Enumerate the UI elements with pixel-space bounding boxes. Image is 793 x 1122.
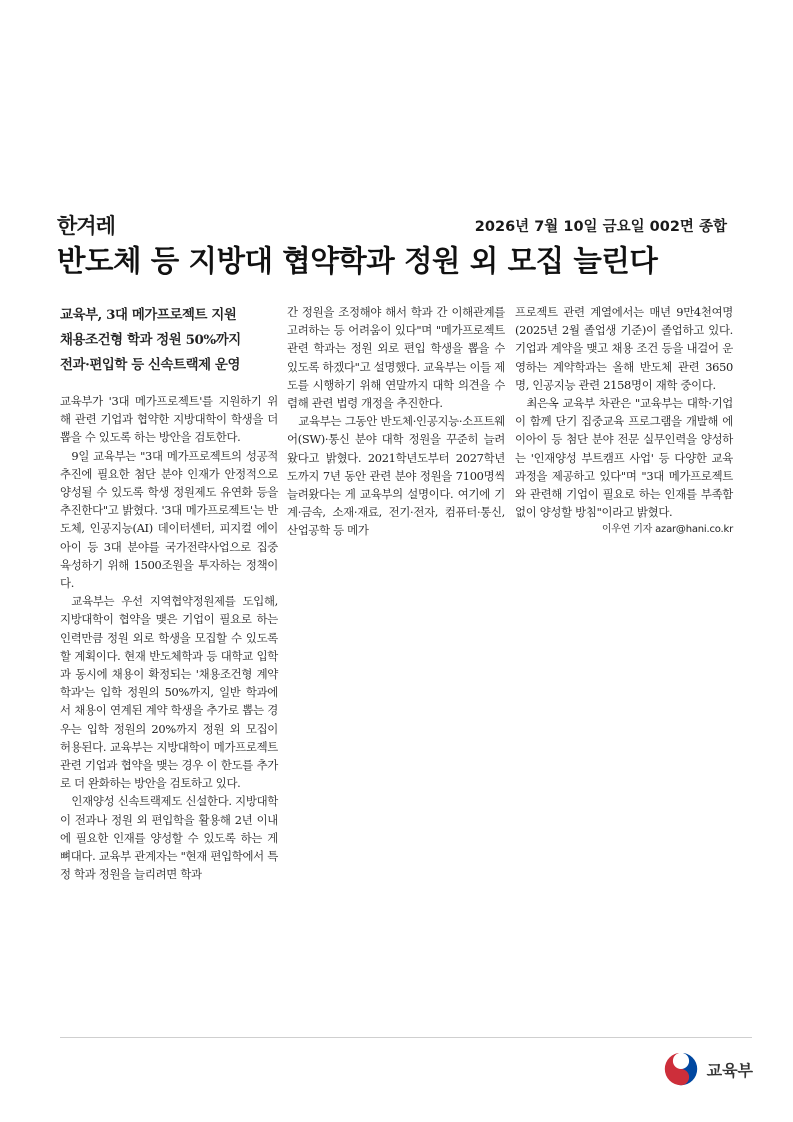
headline: 반도체 등 지방대 협약학과 정원 외 모집 늘린다: [57, 244, 658, 278]
article-column-2: [287, 303, 505, 540]
taegeuk-emblem-icon: [663, 1051, 699, 1087]
ministry-name: 교육부: [706, 1060, 753, 1080]
ministry-logo: [663, 1049, 753, 1089]
newspaper-logo: 한겨레: [57, 214, 115, 238]
subheadline: 채용조건형 학과 정원 50%까지: [60, 332, 241, 348]
paragraph: 프로젝트 관련 계열에서는 매년 9만4천여명(2025년 2월 졸업생 기준)이 졸업하고 있다. 기업과 계약을 맺고 채용 조건 등을 내걸어 운영하는 계약학과는 올해 반도체 관련 3650명, 인공지능 관련 2158명이 재학 중이다.: [515, 305, 733, 392]
masthead: [57, 210, 727, 240]
paragraph: 간 정원을 조정해야 해서 학과 간 이해관계를 고려하는 등 어려움이 있다"며 "메가프로젝트 관련 학과는 정원 외로 편입 학생을 뽑을 수 있도록 하겠다"고 설명했다. 교육부는 이들 제도를 시행하기 위해 연말까지 대학 의견을 수렴해 관련 법령 개정을 추진한다.: [287, 305, 505, 411]
byline: 이우연 기자 azar@hani.co.kr: [601, 524, 733, 536]
paragraph: 교육부는 그동안 반도체·인공지능·소프트웨어(SW)·통신 분야 대학 정원을 꾸준히 늘려왔다고 밝혔다. 2021학년도부터 2027학년도까지 7년 동안 관련 분야 정원을 7100명씩 늘려왔다는 게 교육부의 설명이다. 여기에 기계·금속, 소재·재료, 전기·전자, 컴퓨터·통신, 산업공학 등 메가: [287, 414, 505, 538]
article-column-1: [60, 392, 278, 883]
paragraph: 교육부는 우선 지역협약정원제를 도입해, 지방대학이 협약을 맺은 기업이 필요로 하는 인력만큼 정원 외로 학생을 모집할 수 있도록 할 계획이다. 현재 반도체학과 등 대학교 입학과 동시에 채용이 확정되는 '채용조건형 계약학과'는 입학 정원의 50%까지, 일반 학과에서 채용이 연계된 계약 학생을 추가로 뽑는 경우는 입학 정원의 20%까지 정원 외 모집이 허용된다. 교육부는 지방대학이 메가프로젝트 관련 기업과 협약을 맺는 경우 이 한도를 추가로 더 완화하는 방안을 검토하고 있다.: [60, 594, 278, 791]
subheadline: 전과·편입학 등 신속트랙제 운영: [60, 357, 241, 373]
dateline: 2026년 7월 10일 금요일 002면 종합: [474, 219, 727, 235]
footer-divider: [60, 1037, 752, 1038]
article-column-3: [515, 303, 733, 540]
subheadline: 교육부, 3대 메가프로젝트 지원: [60, 307, 237, 323]
paragraph: 9일 교육부는 "3대 메가프로젝트의 성공적 추진에 필요한 첨단 분야 인재가 안정적으로 양성될 수 있도록 학생 정원제도 유연화 등을 추진한다"고 밝혔다. '3대 메가프로젝트'는 반도체, 인공지능(AI) 데이터센터, 피지컬 에이아이 등 3대 분야를 국가전략사업으로 집중 육성하기 위해 1500조원을 투자하는 정책이다.: [60, 448, 278, 591]
paragraph: [515, 394, 733, 536]
paragraph: 교육부가 '3대 메가프로젝트'를 지원하기 위해 관련 기업과 협약한 지방대학이 학생을 더 뽑을 수 있도록 하는 방안을 검토한다.: [60, 394, 278, 445]
paragraph: 인재양성 신속트랙제도 신설한다. 지방대학이 전과나 정원 외 편입학을 활용해 2년 이내에 필요한 인재를 양성할 수 있도록 하는 게 뼈대다. 교육부 관계자는 "현재 편입학에서 특정 학과 정원을 늘리려면 학과: [60, 794, 278, 882]
subheadlines: [60, 303, 270, 378]
paragraph-text: 최은옥 교육부 차관은 "교육부는 대학·기업이 함께 단기 집중교육 프로그램을 개발해 에이아이 등 첨단 분야 전문 실무인력을 양성하는 '인재양성 부트캠프 사업' 등 다양한 교육과정을 제공하고 있다"며 "3대 메가프로젝트와 관련해 기업이 필요로 하는 인재를 부족함 없이 양성할 방침"이라고 밝혔다.: [515, 396, 733, 520]
